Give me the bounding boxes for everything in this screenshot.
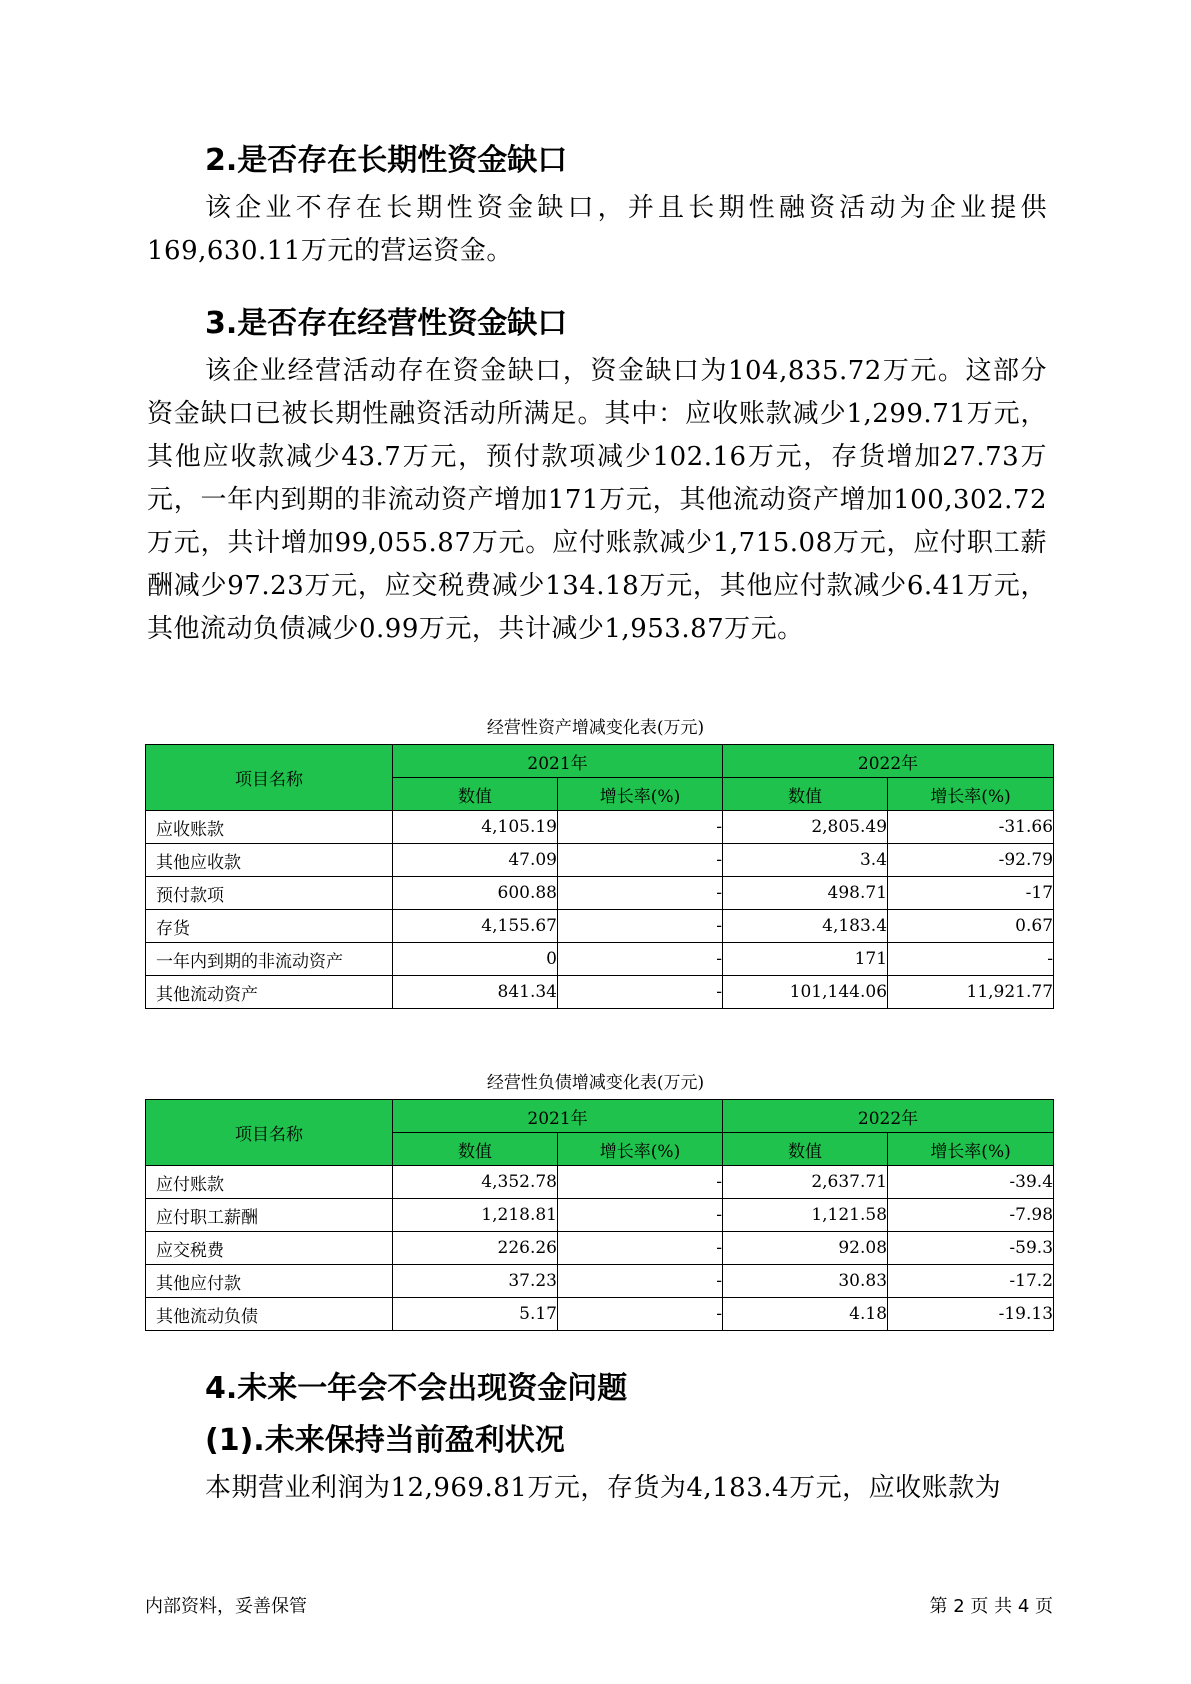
table-row xyxy=(146,877,1054,910)
value-2022-cell: 171 xyxy=(723,943,888,976)
header-year-2021: 2021年 xyxy=(393,1100,723,1133)
item-name-cell: 应收账款 xyxy=(146,811,393,844)
section-4-subtitle: (1).未来保持当前盈利状况 xyxy=(205,1423,565,1458)
table-row xyxy=(146,811,1054,844)
growth-2021-cell: - xyxy=(558,811,723,844)
growth-2021-cell: - xyxy=(558,1265,723,1298)
growth-2022-cell: -59.3 xyxy=(888,1232,1054,1265)
growth-2022-cell: -19.13 xyxy=(888,1298,1054,1331)
footer-page-number: 第 2 页 共 4 页 xyxy=(929,1596,1053,1617)
table-row xyxy=(146,976,1054,1009)
growth-2022-cell: -39.4 xyxy=(888,1166,1054,1199)
growth-2021-cell: - xyxy=(558,943,723,976)
value-2022-cell: 3.4 xyxy=(723,844,888,877)
growth-2021-cell: - xyxy=(558,844,723,877)
section-3-paragraph: 该企业经营活动存在资金缺口，资金缺口为104,835.72万元。这部分资金缺口已被长期性融资活动所满足。其中：应收账款减少1,299.71万元，其他应收款减少43.7万元，预付款项减少102.16万元，存货增加27.73万元，一年内到期的非流动资产增加171万元，其他流动资产增加100,302.72万元，共计增加99,055.87万元。应付账款减少1,715.08万元，应付职工薪酬减少97.23万元，应交税费减少134.18万元，其他应付款减少6.41万元，其他流动负债减少0.99万元，共计减少1,953.87万元。 xyxy=(147,356,1047,644)
liabilities-table xyxy=(145,1099,1054,1331)
item-name-cell: 预付款项 xyxy=(146,877,393,910)
item-name-cell: 应付账款 xyxy=(146,1166,393,1199)
item-name-cell: 存货 xyxy=(146,910,393,943)
value-2021-cell: 226.26 xyxy=(393,1232,558,1265)
table-row xyxy=(146,844,1054,877)
item-name-cell: 其他流动负债 xyxy=(146,1298,393,1331)
value-2021-cell: 4,155.67 xyxy=(393,910,558,943)
section-4-paragraph: 本期营业利润为12,969.81万元，存货为4,183.4万元，应收账款为 xyxy=(205,1473,1002,1503)
growth-2021-cell: - xyxy=(558,1166,723,1199)
header-item-name: 项目名称 xyxy=(146,745,393,811)
header-year-2022: 2022年 xyxy=(723,1100,1054,1133)
growth-2022-cell: -17.2 xyxy=(888,1265,1054,1298)
item-name-cell: 其他应付款 xyxy=(146,1265,393,1298)
section-2-title: 2.是否存在长期性资金缺口 xyxy=(205,143,568,178)
table-row xyxy=(146,943,1054,976)
value-2022-cell: 498.71 xyxy=(723,877,888,910)
value-2021-cell: 4,352.78 xyxy=(393,1166,558,1199)
header-year-2022: 2022年 xyxy=(723,745,1054,778)
growth-2021-cell: - xyxy=(558,976,723,1009)
growth-2022-cell: -17 xyxy=(888,877,1054,910)
value-2021-cell: 47.09 xyxy=(393,844,558,877)
value-2021-cell: 1,218.81 xyxy=(393,1199,558,1232)
growth-2022-cell: -31.66 xyxy=(888,811,1054,844)
table-row xyxy=(146,1298,1054,1331)
assets-table xyxy=(145,744,1054,1009)
value-2022-cell: 30.83 xyxy=(723,1265,888,1298)
table-row xyxy=(146,1265,1054,1298)
header-growth-2022: 增长率(%) xyxy=(888,1133,1054,1166)
header-value-2021: 数值 xyxy=(393,778,558,811)
value-2022-cell: 4,183.4 xyxy=(723,910,888,943)
growth-2021-cell: - xyxy=(558,1298,723,1331)
growth-2021-cell: - xyxy=(558,1199,723,1232)
growth-2022-cell: 0.67 xyxy=(888,910,1054,943)
growth-2021-cell: - xyxy=(558,910,723,943)
value-2022-cell: 101,144.06 xyxy=(723,976,888,1009)
growth-2022-cell: 11,921.77 xyxy=(888,976,1054,1009)
header-value-2022: 数值 xyxy=(723,778,888,811)
footer-confidential-note: 内部资料，妥善保管 xyxy=(145,1596,307,1617)
section-2-paragraph: 该企业不存在长期性资金缺口，并且长期性融资活动为企业提供169,630.11万元的营运资金。 xyxy=(147,193,1047,266)
value-2022-cell: 2,805.49 xyxy=(723,811,888,844)
header-year-2021: 2021年 xyxy=(393,745,723,778)
section-4-title: 4.未来一年会不会出现资金问题 xyxy=(205,1371,628,1406)
table-row xyxy=(146,910,1054,943)
liabilities-table-caption: 经营性负债增减变化表(万元) xyxy=(486,1073,705,1093)
value-2021-cell: 600.88 xyxy=(393,877,558,910)
header-growth-2021: 增长率(%) xyxy=(558,778,723,811)
header-value-2021: 数值 xyxy=(393,1133,558,1166)
header-growth-2022: 增长率(%) xyxy=(888,778,1054,811)
header-value-2022: 数值 xyxy=(723,1133,888,1166)
item-name-cell: 一年内到期的非流动资产 xyxy=(146,943,393,976)
growth-2021-cell: - xyxy=(558,877,723,910)
value-2022-cell: 4.18 xyxy=(723,1298,888,1331)
item-name-cell: 其他流动资产 xyxy=(146,976,393,1009)
table-row xyxy=(146,1166,1054,1199)
item-name-cell: 其他应收款 xyxy=(146,844,393,877)
table-row xyxy=(146,1199,1054,1232)
header-growth-2021: 增长率(%) xyxy=(558,1133,723,1166)
item-name-cell: 应付职工薪酬 xyxy=(146,1199,393,1232)
growth-2022-cell: -7.98 xyxy=(888,1199,1054,1232)
growth-2022-cell: - xyxy=(888,943,1054,976)
item-name-cell: 应交税费 xyxy=(146,1232,393,1265)
value-2022-cell: 92.08 xyxy=(723,1232,888,1265)
value-2021-cell: 0 xyxy=(393,943,558,976)
assets-table-caption: 经营性资产增减变化表(万元) xyxy=(486,718,705,738)
section-3-title: 3.是否存在经营性资金缺口 xyxy=(205,306,568,341)
header-item-name: 项目名称 xyxy=(146,1100,393,1166)
growth-2022-cell: -92.79 xyxy=(888,844,1054,877)
value-2022-cell: 1,121.58 xyxy=(723,1199,888,1232)
value-2021-cell: 4,105.19 xyxy=(393,811,558,844)
table-row xyxy=(146,1232,1054,1265)
value-2021-cell: 5.17 xyxy=(393,1298,558,1331)
value-2022-cell: 2,637.71 xyxy=(723,1166,888,1199)
growth-2021-cell: - xyxy=(558,1232,723,1265)
value-2021-cell: 37.23 xyxy=(393,1265,558,1298)
value-2021-cell: 841.34 xyxy=(393,976,558,1009)
